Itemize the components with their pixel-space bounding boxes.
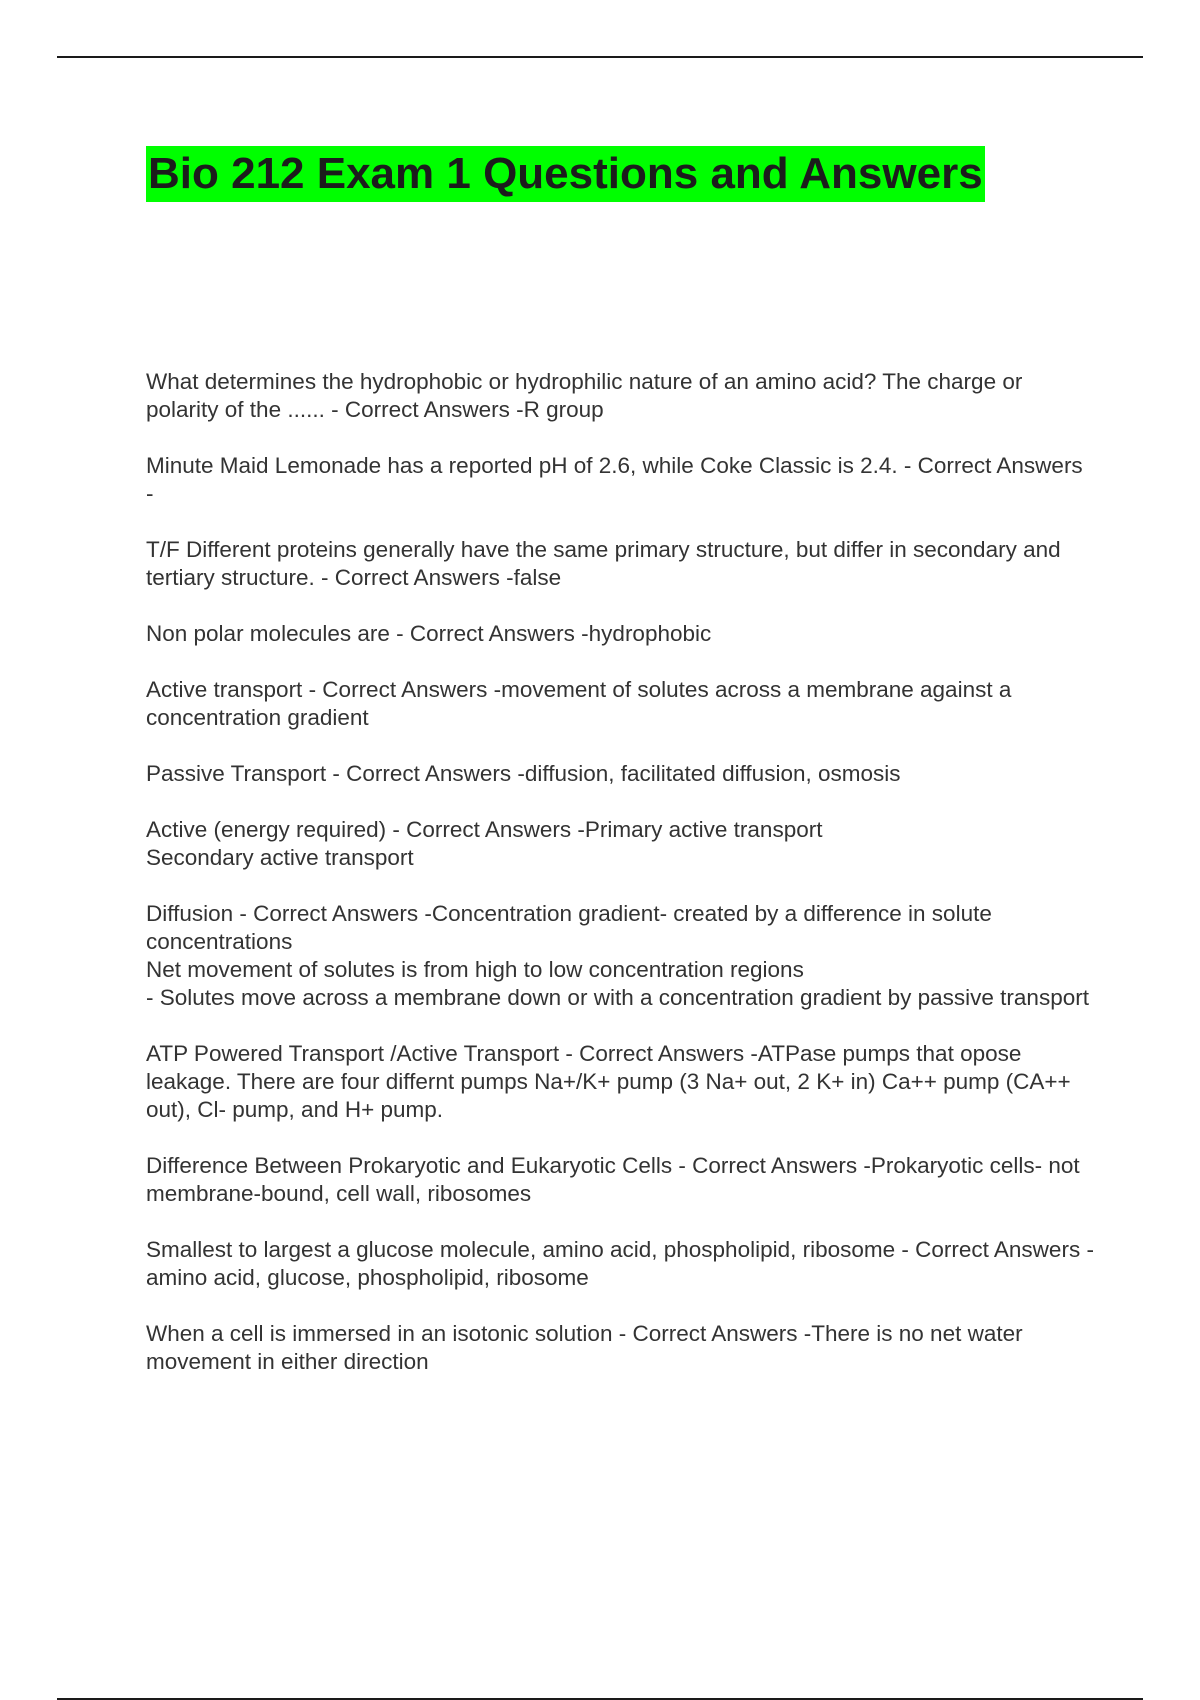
qa-text-line: Non polar molecules are - Correct Answers -hydrophobic xyxy=(146,621,712,646)
qa-item xyxy=(146,620,1096,648)
document-title: Bio 212 Exam 1 Questions and Answers xyxy=(146,146,985,202)
qa-item xyxy=(146,760,1096,788)
qa-item xyxy=(146,900,1096,1012)
top-rule xyxy=(57,56,1143,58)
qa-text-line: Passive Transport - Correct Answers -diffusion, facilitated diffusion, osmosis xyxy=(146,761,901,786)
qa-item xyxy=(146,536,1096,592)
qa-item xyxy=(146,816,1096,872)
qa-text-line: ATP Powered Transport /Active Transport - Correct Answers -ATPase pumps that opose leakage. There are four differnt pumps Na+/K+ pump (3 Na+ out, 2 K+ in) Ca++ pump (CA++ out), Cl- pump, and H+ pump. xyxy=(146,1041,1071,1122)
qa-item xyxy=(146,1040,1096,1124)
qa-text-line: Active transport - Correct Answers -movement of solutes across a membrane against a concentration gradient xyxy=(146,677,1012,730)
qa-item xyxy=(146,368,1096,424)
qa-list xyxy=(146,368,1096,1404)
qa-text-line: Difference Between Prokaryotic and Eukaryotic Cells - Correct Answers -Prokaryotic cells- not membrane-bound, cell wall, ribosomes xyxy=(146,1153,1080,1206)
qa-text-line: Diffusion - Correct Answers -Concentration gradient- created by a difference in solute concentrations xyxy=(146,901,992,954)
qa-text-line: Minute Maid Lemonade has a reported pH of 2.6, while Coke Classic is 2.4. - Correct Answers - xyxy=(146,453,1083,506)
qa-item xyxy=(146,1152,1096,1208)
qa-text-line: What determines the hydrophobic or hydrophilic nature of an amino acid? The charge or polarity of the ...... - Correct Answers -R group xyxy=(146,369,1023,422)
qa-item xyxy=(146,1236,1096,1292)
qa-text-line: Secondary active transport xyxy=(146,845,414,870)
qa-text-line: When a cell is immersed in an isotonic solution - Correct Answers -There is no net water movement in either direction xyxy=(146,1321,1023,1374)
qa-text-line: Active (energy required) - Correct Answers -Primary active transport xyxy=(146,817,823,842)
qa-text-line: - Solutes move across a membrane down or with a concentration gradient by passive transport xyxy=(146,985,1089,1010)
qa-item xyxy=(146,676,1096,732)
qa-item xyxy=(146,452,1096,508)
qa-text-line: Net movement of solutes is from high to low concentration regions xyxy=(146,957,804,982)
qa-text-line: T/F Different proteins generally have the same primary structure, but differ in secondary and tertiary structure. - Correct Answers -false xyxy=(146,537,1061,590)
qa-item xyxy=(146,1320,1096,1376)
qa-text-line: Smallest to largest a glucose molecule, amino acid, phospholipid, ribosome - Correct Answers -amino acid, glucose, phospholipid, ribosome xyxy=(146,1237,1094,1290)
title-block xyxy=(146,146,985,202)
